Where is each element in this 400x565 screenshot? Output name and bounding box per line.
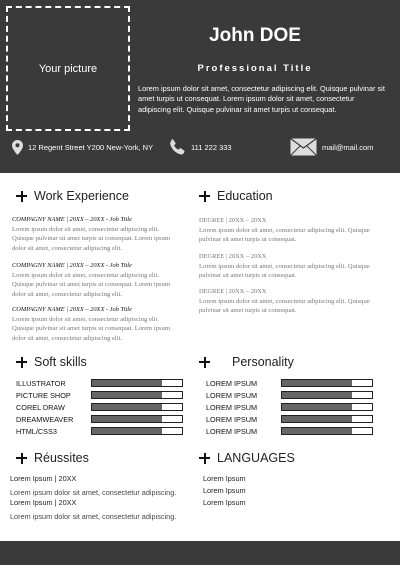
degree-description: Lorem ipsum dolor sit amet, consectetur adipiscing elit. Quisque pulvinar sit amet turpis ut consequat. <box>199 227 370 244</box>
section-title: Personality <box>232 355 294 369</box>
personality-heading <box>199 355 294 369</box>
footer-band <box>0 541 400 565</box>
address-text: 12 Regent Street Y200 New-York, NY <box>28 142 154 152</box>
job-header: COMPAGNY NAME | 20XX – 20XX - Job Title <box>12 306 132 313</box>
trait-bar <box>281 403 373 411</box>
trait-name: LOREM IPSUM <box>206 378 258 388</box>
intro-text: Lorem ipsum dolor sit amet, consectetur adipiscing elit. Quisque pulvinar sit amet turpis ut consequat. Lorem ipsum dolor sit amet, consectetur adipiscing elit. Quisque pulvinar sit amet turpis ut consequat. <box>138 84 385 114</box>
skill-bar <box>91 427 183 435</box>
skill-bar <box>91 415 183 423</box>
trait-row <box>206 425 386 437</box>
phone-icon <box>168 138 186 156</box>
award-title: Lorem Ipsum | 20XX <box>10 498 77 507</box>
degree-description: Lorem ipsum dolor sit amet, consectetur adipiscing elit. Quisque pulvinar sit amet turpis ut consequat. <box>199 298 370 315</box>
job-description: Lorem ipsum dolor sit amet, consectetur adipiscing elit. Quisque pulvinar sit amet turpis ut consequat. Lorem ipsum dolor sit amet, consectetur adipiscing elit. <box>12 226 171 252</box>
job-description: Lorem ipsum dolor sit amet, consectetur adipiscing elit. Quisque pulvinar sit amet turpis ut consequat. Lorem ipsum dolor sit amet, consectetur adipiscing elit. <box>12 272 171 298</box>
job-header: COMPAGNY NAME | 20XX – 20XX - Job Title <box>12 262 132 269</box>
trait-name: LOREM IPSUM <box>206 402 258 412</box>
job-header: COMPAGNY NAME | 20XX – 20XX - Job Title <box>12 216 132 223</box>
award-description: Lorem ipsum dolor sit amet, consectetur adipiscing. <box>10 487 177 497</box>
skill-name: ILLUSTRATOR <box>16 378 66 388</box>
trait-bar-fill <box>282 428 352 434</box>
email-text[interactable]: mail@mail.com <box>322 142 374 152</box>
trait-bar-fill <box>282 380 352 386</box>
job-entry <box>12 306 182 343</box>
plus-icon <box>199 357 210 368</box>
email-item <box>290 137 373 157</box>
skill-bar <box>91 391 183 399</box>
section-title: LANGUAGES <box>217 451 295 465</box>
job-entry <box>12 262 182 299</box>
education-entry <box>199 217 384 245</box>
skill-bar <box>91 379 183 387</box>
degree-header: DEGREE | 20XX – 20XX <box>199 288 267 295</box>
award-description: Lorem ipsum dolor sit amet, consectetur adipiscing. <box>10 511 177 521</box>
skill-bar-fill <box>92 380 162 386</box>
trait-bar-fill <box>282 404 352 410</box>
education-entry <box>199 288 384 316</box>
envelope-icon <box>290 138 317 156</box>
trait-name: LOREM IPSUM <box>206 414 258 424</box>
section-title: Réussites <box>34 451 89 465</box>
languages-heading <box>199 451 295 465</box>
professional-title: Professional Title <box>197 63 313 74</box>
education-heading <box>199 189 273 203</box>
skill-row <box>16 389 196 401</box>
trait-row <box>206 401 386 413</box>
awards-heading <box>16 451 89 465</box>
skill-row <box>16 401 196 413</box>
soft-skills-heading <box>16 355 87 369</box>
skill-bar-fill <box>92 416 162 422</box>
trait-name: LOREM IPSUM <box>206 390 258 400</box>
trait-bar <box>281 379 373 387</box>
person-name: John DOE <box>209 25 301 46</box>
skill-name: COREL DRAW <box>16 402 65 412</box>
award-entry <box>10 498 190 522</box>
section-title: Soft skills <box>34 355 87 369</box>
trait-bar <box>281 391 373 399</box>
skill-row <box>16 377 196 389</box>
address-item <box>12 137 153 157</box>
award-entry <box>10 474 190 498</box>
personality-list <box>206 377 386 437</box>
section-title: Education <box>217 189 273 203</box>
language-item: Lorem Ipsum <box>203 486 246 495</box>
trait-bar-fill <box>282 392 352 398</box>
skill-row <box>16 425 196 437</box>
trait-row <box>206 413 386 425</box>
skill-name: PICTURE SHOP <box>16 390 71 400</box>
plus-icon <box>16 453 27 464</box>
language-item: Lorem Ipsum <box>203 474 246 483</box>
degree-header: DEGREE | 20XX – 20XX <box>199 217 267 224</box>
skill-row <box>16 413 196 425</box>
skill-name: DREAMWEAVER <box>16 414 74 424</box>
skill-bar-fill <box>92 392 162 398</box>
skill-bar-fill <box>92 404 162 410</box>
trait-row <box>206 377 386 389</box>
plus-icon <box>199 453 210 464</box>
job-description: Lorem ipsum dolor sit amet, consectetur adipiscing elit. Quisque pulvinar sit amet turpis ut consequat. Lorem ipsum dolor sit amet, consectetur adipiscing elit. <box>12 316 171 342</box>
photo-label: Your picture <box>38 62 98 75</box>
trait-bar <box>281 427 373 435</box>
education-entry <box>199 253 384 281</box>
award-title: Lorem Ipsum | 20XX <box>10 474 77 483</box>
skill-name: HTML/CSS3 <box>16 426 57 436</box>
plus-icon <box>16 191 27 202</box>
trait-bar <box>281 415 373 423</box>
degree-description: Lorem ipsum dolor sit amet, consectetur adipiscing elit. Quisque pulvinar sit amet turpis ut consequat. <box>199 263 370 280</box>
language-item: Lorem Ipsum <box>203 498 246 507</box>
degree-header: DEGREE | 20XX – 20XX <box>199 253 267 260</box>
trait-row <box>206 389 386 401</box>
photo-placeholder[interactable] <box>6 6 130 131</box>
trait-name: LOREM IPSUM <box>206 426 258 436</box>
location-pin-icon <box>12 140 23 155</box>
header-band <box>0 0 400 173</box>
plus-icon <box>16 357 27 368</box>
trait-bar-fill <box>282 416 352 422</box>
phone-text: 111 222 333 <box>191 142 232 152</box>
work-experience-heading <box>16 189 129 203</box>
soft-skills-list <box>16 377 196 437</box>
plus-icon <box>199 191 210 202</box>
skill-bar-fill <box>92 428 162 434</box>
languages-list <box>203 474 353 510</box>
job-entry <box>12 216 182 253</box>
section-title: Work Experience <box>34 189 129 203</box>
skill-bar <box>91 403 183 411</box>
phone-item <box>168 137 232 157</box>
